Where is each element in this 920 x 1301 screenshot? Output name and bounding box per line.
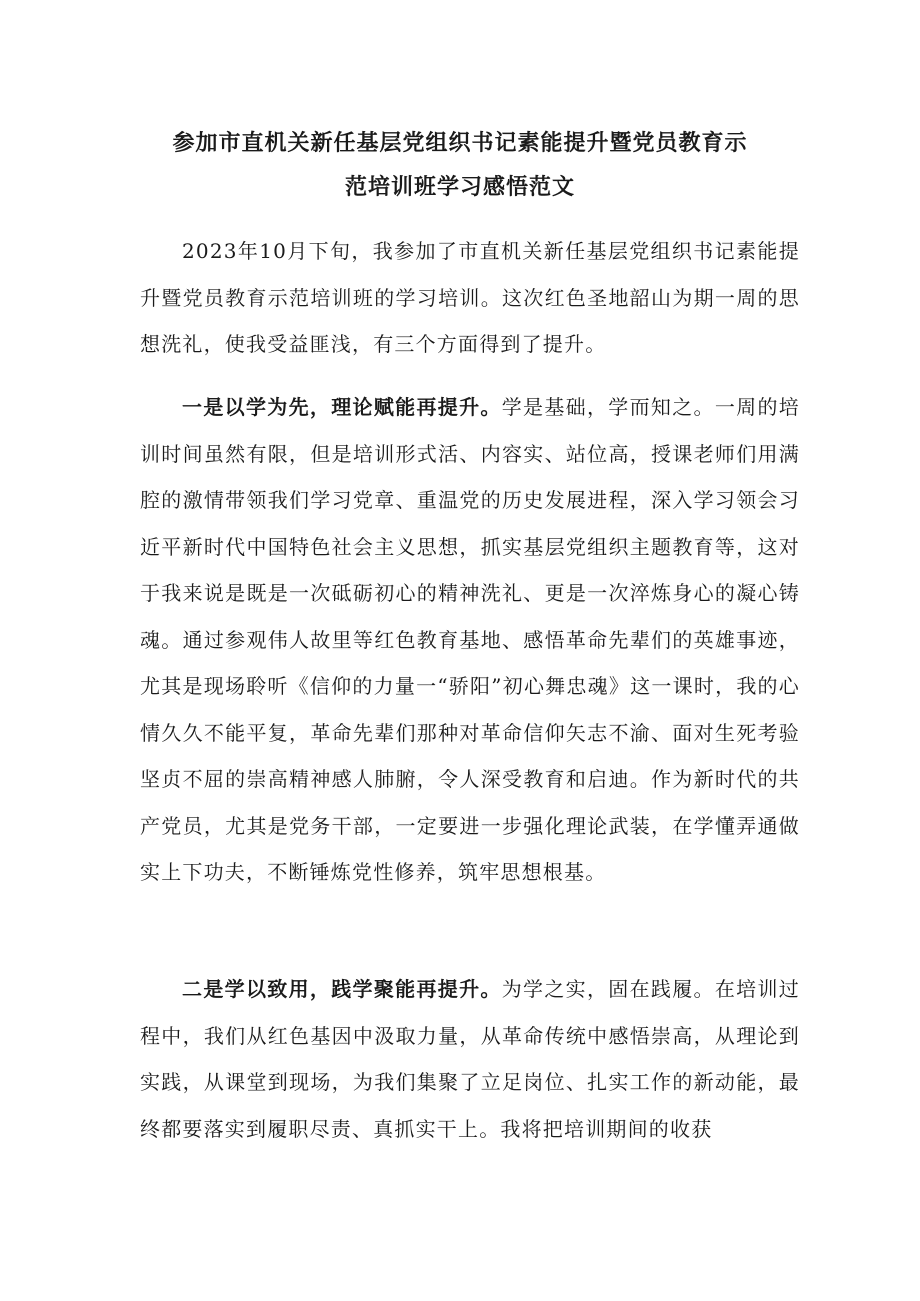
document-title-line-1: 参加市直机关新任基层党组织书记素能提升暨党员教育示 (172, 131, 748, 156)
paragraph-point-one-lead: 一是以学为先，理论赋能再提升。 (182, 395, 502, 419)
paragraph-point-two (140, 966, 800, 1152)
paragraph-point-one-text: 学是基础，学而知之。一周的培训时间虽然有限，但是培训形式活、内容实、站位高，授课老师们用满腔的激情带领我们学习党章、重温党的历史发展进程，深入学习领会习近平新时代中国特色社会主义思想，抓实基层党组织主题教育等，这对于我来说是既是一次砥砺初心的精神洗礼、更是一次淬炼身心的凝心铸魂。通过参观伟人故里等红色教育基地、感悟革命先辈们的英雄事迹，尤其是现场聆听《信仰的力量一“骄阳”初心舞忠魂》这一课时，我的心情久久不能平复，革命先辈们那种对革命信仰矢志不渝、面对生死考验坚贞不屈的崇高精神感人肺腑，令人深受教育和启迪。作为新时代的共产党员，尤其是党务干部，一定要进一步强化理论武装，在学懂弄通做实上下功夫，不断锤炼党性修养，筑牢思想根基。 (140, 395, 800, 884)
paragraph-intro (140, 228, 800, 368)
document-title-line-2: 范培训班学习感悟范文 (344, 175, 575, 200)
paragraph-intro-text: 2023年10月下旬，我参加了市直机关新任基层党组织书记素能提升暨党员教育示范培训班的学习培训。这次红色圣地韶山为期一周的思想洗礼，使我受益匪浅，有三个方面得到了提升。 (140, 239, 800, 356)
paragraph-point-two-text: 为学之实，固在践履。在培训过程中，我们从红色基因中汲取力量，从革命传统中感悟崇高，从理论到实践，从课堂到现场，为我们集聚了立足岗位、扎实工作的新动能，最终都要落实到履职尽责、真抓实干上。我将把培训期间的收获 (140, 977, 800, 1141)
paragraph-point-two-lead: 二是学以致用，践学聚能再提升。 (182, 977, 502, 1001)
paragraph-point-one (140, 384, 800, 896)
